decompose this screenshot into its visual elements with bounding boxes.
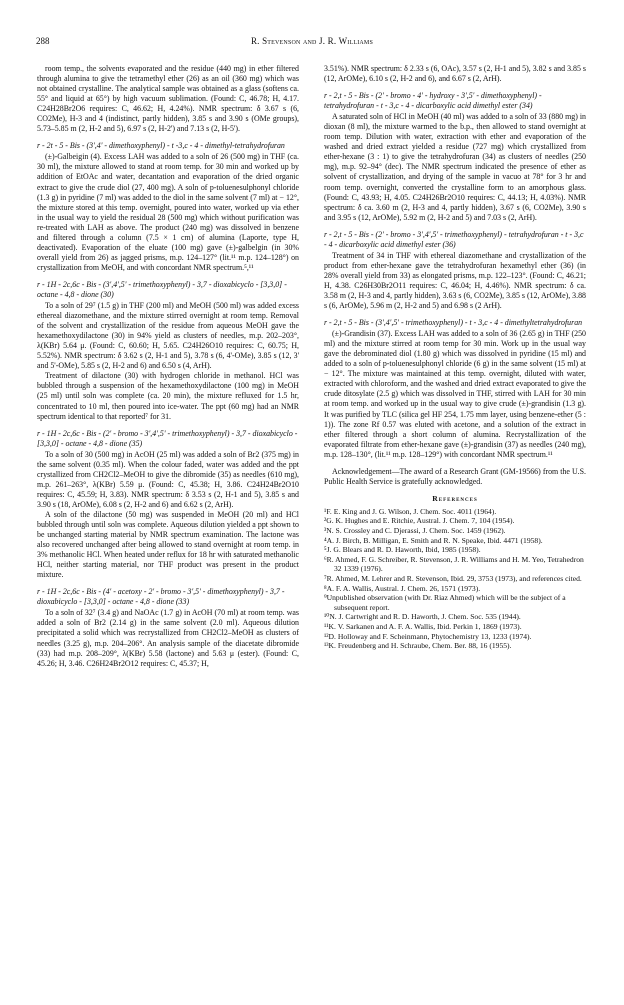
references-heading: References xyxy=(432,493,478,503)
right-column xyxy=(324,64,586,651)
reference-entry: ¹²D. Holloway and F. Scheinmann, Phytochemistry 13, 1233 (1974). xyxy=(324,631,532,641)
reference-entry: ⁹Unpublished observation (with Dr. Riaz Ahmed) which will be the subject of a subsequent report. xyxy=(324,593,566,612)
paragraph: A soln of the dilactone (50 mg) was suspended in MeOH (20 ml) and HCl bubbled through until soln was complete. Aqueous dilution yielded a ppt shown to be unchanged starting material by NMR spectrum examination. The lactone was also recovered unchanged after being allowed to stand overnight at room temp. in 3% methanolic HCl. When heated under reflux for 18 hr with saturated methanolic HCl, neither starting material, nor THF product was present in the product mixture. xyxy=(37,509,299,580)
reference-entry: ⁶R. Ahmed, F. G. Schreiber, R. Stevenson, J. R. Williams and H. M. Yeo, Tetrahedron 32 1339 (1976). xyxy=(324,554,584,574)
section-heading: r - 2,t - 5 - Bis - (3',4',5' - trimethoxyphenyl) - t - 3,c - 4 - dimethyltetrahydrofuran xyxy=(324,318,583,328)
section-heading: r - 1H - 2c,6c - Bis - (4' - acetoxy - 2' - bromo - 3',5' - dimethoxyphenyl) - 3,7 - dioxabicyclo - [3,3,0] - octane - 4,8 - dione (33) xyxy=(37,587,285,607)
reference-entry: ²G. K. Hughes and E. Ritchie, Austral. J. Chem. 7, 104 (1954). xyxy=(324,516,515,526)
paragraph: Treatment of 34 in THF with ethereal diazomethane and crystallization of the product from ether-hexane gave the tetrahydrofuran hexamethyl ether (36) (in 28% overall yield from 33) as elongated prisms, m.p. 122–123°. (Found: C, 46.21; H, 4.38. C26H30Br2O11 requires: C, 46.04; H, 4.46%). NMR spectrum: δ ca. 3.58 m (2, H-3 and 4, partly hidden), 3.63 s (6, CO2Me), 3.85 s (12, ArOMe), 3.88 s (6, ArOMe), 5.96 m (2, H-2 and 5) and 6.98 s (2 ArH). xyxy=(324,250,586,311)
running-title: R. Stevenson and J. R. Williams xyxy=(250,36,374,46)
reference-entry: ¹F. E. King and J. G. Wilson, J. Chem. Soc. 4011 (1964). xyxy=(324,506,497,516)
reference-entry: ⁷R. Ahmed, M. Lehrer and R. Stevenson, Ibid. 29, 3753 (1973), and references cited. xyxy=(324,574,582,584)
section-heading: r - 2,t - 5 - Bis - (2' - bromo - 4' - hydroxy - 3',5' - dimethoxyphenyl) - tetrahydrofuran - t - 3,c - 4 - dicarboxylic acid dimethyl ester (34) xyxy=(324,91,542,111)
left-column xyxy=(37,64,299,669)
section-heading: r - 2t - 5 - Bis - (3',4' - dimethoxyphenyl) - t -3,c - 4 - dimethyl-tetrahydrofuran xyxy=(37,141,285,151)
reference-entry: ⁵J. G. Blears and R. D. Haworth, Ibid, 1985 (1958). xyxy=(324,545,481,555)
reference-entry: ⁴A. J. Birch, B. Milligan, E. Smith and R. N. Speake, Ibid. 4471 (1958). xyxy=(324,535,543,545)
paragraph: Treatment of dilactone (30) with hydrogen chloride in methanol. HCl was bubbled through a suspension of the hexamethoxydilactone (100 mg) in MeOH (25 ml) until soln was complete (ca. 20 min), the mixture refluxed for 1.5 hr, concentrated to 10 ml, then poured into ice-water. The ppt (60 mg) had an NMR spectrum identical to that reported⁷ for 31. xyxy=(37,371,299,421)
paragraph: 3.51%). NMR spectrum: δ 2.33 s (6, OAc), 3.57 s (2, H-1 and 5), 3.82 s and 3.85 s (12, ArOMe), 6.10 s (2, H-2 and 6), and 6.67 s (2, ArH). xyxy=(324,64,586,84)
page-header xyxy=(36,36,588,52)
paragraph: A saturated soln of HCl in MeOH (40 ml) was added to a soln of 33 (880 mg) in dioxan (8 ml), the mixture warmed to the b.p., then allowed to stand overnight at room temp. Dilution with water, extraction with ether and evaporation of the washed and dried extract yielded a residue (727 mg) which crystallized from ether-hexane (3 : 1) to give the tetrahydrofuran (34) as clusters of needles (250 mg), m.p. 92–94° (dec). The NMR spectrum indicated the presence of ether as solvent of crystallization, and drying of the sample in vacuo at 78° for 3 hr and room temp. overnight, converted the crystalline form to an amorphous glass. (Found: C, 43.93; H, 4.05. C24H26Br2O10 requires: C, 44.13; H, 4.03%). NMR spectrum: δ ca. 3.60 m (2, H-3 and 4, partly hidden), 3.67 s (6, CO2Me), 3.90 s and 3.95 s (12, ArOMe), 5.92 m (2, H-2 and 5) and 7.03 s (2, ArH). xyxy=(324,112,586,222)
reference-entry: ³N. S. Crossley and C. Djerassi, J. Chem. Soc. 1459 (1962). xyxy=(324,526,506,536)
acknowledgement: Acknowledgement—The award of a Research Grant (GM-19566) from the U.S. Public Health Service is gratefully acknowledged. xyxy=(324,466,586,486)
paragraph: (±)-Grandisin (37). Excess LAH was added to a soln of 36 (2.65 g) in THF (250 ml) and the mixture stirred at room temp for 30 min. Work up in the usual way gave the debrominated diol (1.80 g) which was dissolved in pyridine (15 ml) and added to a soln of p-toluenesulphonyl chloride (6 g) in the same solvent (15 ml) at − 12°. The mixture was maintained at this temp. overnight, diluted with water, extracted with chloroform, and the washed and dried extract evaporated to give the crude ditosylate (2.5 g) which was dissolved in THF, stirred with LAH for 30 min at room temp. and worked up in the usual way to give crude (±)-grandisin (1.3 g). It was purified by TLC (silica gel HF 254, 1.75 mm layer, using benzene-ether (5 : 1)). The zone Rf 0.57 was eluted with acetone, and a solution of the extract in ether filtered through a short column of alumina. Recrystallization of the evaporated filtrate from ether-hexane gave (±)-grandisin (37) as needles (240 mg), m.p. 128–130°, (lit.¹¹ m.p. 128–129°) with concordant NMR spectrum.¹¹ xyxy=(324,329,586,459)
paragraph: (±)-Galbeigin (4). Excess LAH was added to a soln of 26 (500 mg) in THF (ca. 30 ml), the mixture allowed to stand at room temp. for 30 min and worked up by addition of EtOAc and water, decantation and evaporation of the dried organic extract to give the crude diol (27, 400 mg). A soln of p-toluenesulphonyl chloride (1.3 g) in pyridine (7 ml) was added to the diol in the same solvent (7 ml) at − 12°, the mixture stored at this temp. overnight, poured into water, worked up via ether in the usual way to yield the residual 28 (500 mg) which without purification was re-treated with LAH as above. The product (240 mg) was dissolved in benzene and filtered through a column (7.5 × 1 cm) of alumina (Laporte, type H, deactivated). Evaporation of the eluate (100 mg) gave (±)-galbelgin (in 30% overall yield from 26) as jagged prisms, m.p. 124–127° (lit.¹¹ m.p. 124–128°) on crystallization from MeOH, and with concordant NMR spectrum.⁵,¹¹ xyxy=(37,152,299,272)
reference-entry: ⁸A. F. A. Wallis, Austral. J. Chem. 26, 1571 (1973). xyxy=(324,583,481,593)
reference-entry: ¹⁰N. J. Cartwright and R. D. Haworth, J. Chem. Soc. 535 (1944). xyxy=(324,612,521,622)
paragraph: To a soln of 29⁷ (1.5 g) in THF (200 ml) and MeOH (500 ml) was added excess ethereal diazomethane, and the mixture stirred overnight at room temp. Removal of the solvent and crystallization of the residue from aqueous MeOH gave the hexamethoxydilactone (30) in 94% yield as clusters of needles, m.p. 202–203°, λ(KBr) 5.64 μ. (Found: C, 60.60; H, 5.65. C24H26O10 requires: C, 60.75; H, 5.52%). NMR spectrum: δ 3.62 s (2, H-1 and 5), 3.78 s (6, 4'-OMe), 3.85 s (12, 3' and 5'-OMe), 5.85 s (2, H-2 and 6) and 6.50 s (4, ArH). xyxy=(37,301,299,371)
paragraph: To a soln of 32⁷ (3.4 g) and NaOAc (1.7 g) in AcOH (70 ml) at room temp. was added a soln of Br2 (2.14 g) in the same solvent (2.0 ml). Aqueous dilution precipitated a solid which was recrystallized from CH2Cl2–MeOH as clusters of needles (3.25 g), m.p. 204–206°. An analysis sample of the diacetate dibromide (33) had m.p. 208–209°, λ(KBr) 5.58 (lactone) and 5.63 μ (ester). (Found: C, 45.26; H, 3.46. C26H24Br2O12 requires: C, 45.37; H, xyxy=(37,608,299,668)
reference-entry: ¹¹K. V. Sarkanen and A. F. A. Wallis, Ibid. Perkin 1, 1869 (1973). xyxy=(324,622,522,631)
reference-entry: ¹³K. Freudenberg and H. Schraube, Chem. Ber. 88, 16 (1955). xyxy=(324,641,512,651)
section-heading: r - 1H - 2c,6c - Bis - (3',4',5' - trimethoxyphenyl) - 3,7 - dioxabicyclo - [3,3,0] - octane - 4,8 - dione (30) xyxy=(37,279,287,299)
paragraph: room temp., the solvents evaporated and the residue (440 mg) in ether filtered through alumina to give the tetramethyl ether (26) as an oil (360 mg) which was not obtained crystalline. The analytical sample was obtained as a glass (softens ca. 55° and liquid at 65°) by high vacuum sublimation. (Found: C, 46.78; H, 4.17. C24H28Br2O6 requires: C, 46.62; H, 4.24%). NMR spectrum: δ 3.67 s (6, CO2Me), H-3 and 4 (indistinct, partly hidden), 3.85 s and 3.90 s (OMe groups), 5.73–5.85 m (2, H-2 and 5), 6.97 s (2, H-2') and 7.13 s (2, H-5'). xyxy=(37,64,299,134)
paragraph: To a soln of 30 (500 mg) in AcOH (25 ml) was added a soln of Br2 (375 mg) in the same solvent (0.35 ml). When the colour faded, water was added and the ppt crystallized from CH2Cl2–MeOH to give the dibromide (35) as needles (610 mg), m.p. 261–263°, λ(KBr) 5.59 μ. (Found: C, 45.38; H, 3.86. C24H24Br2O10 requires: C, 45.59; H, 3.83). NMR spectrum: δ 3.53 s (2, H-1 and 5), 3.85 s and 3.90 s (18, ArOMe), 6.08 s (2, H-2 and 6) and 6.62 s (2, ArH). xyxy=(37,449,299,509)
section-heading: r - 2,t - 5 - Bis - (2' - bromo - 3',4',5' - trimethoxyphenyl) - tetrahydrofuran - t - 3,c - 4 - dicarboxylic acid dimethyl ester (36) xyxy=(324,229,584,249)
page-number: 288 xyxy=(36,36,50,46)
section-heading: r - 1H - 2c,6c - Bis - (2' - bromo - 3',4',5' - trimethoxyphenyl) - 3,7 - dioxabicyclo - [3,3,0] - octane - 4,8 - dione (35) xyxy=(37,428,298,448)
